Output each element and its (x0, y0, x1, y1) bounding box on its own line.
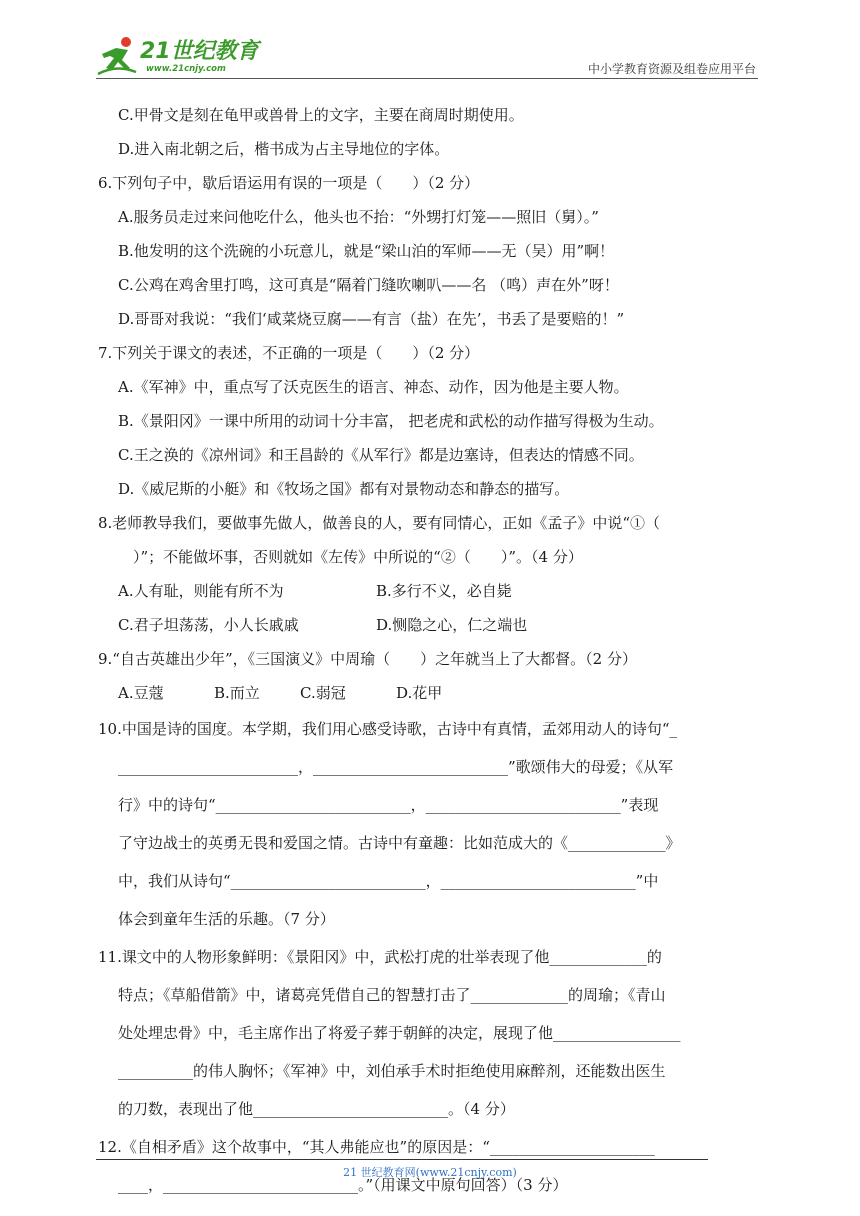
q5-option-d: D.进入南北朝之后，楷书成为占主导地位的字体。 (118, 140, 450, 158)
q7-stem: 7.下列关于课文的表述，不正确的一项是（ ）（2 分） (98, 344, 480, 362)
q6-option-d: D.哥哥对我说：“我们‘咸菜烧豆腐——有言（盐）在先’，书丢了是要赔的！” (118, 310, 625, 328)
q11-line: 处处埋忠骨》中，毛主席作出了将爱子葬于朝鲜的决定，展现了他_________________ (118, 1024, 681, 1042)
q10-line: 体会到童年生活的乐趣。（7 分） (118, 910, 335, 928)
q12-line: 12.《自相矛盾》这个故事中，“其人弗能应也”的原因是：“______________________ (98, 1138, 655, 1156)
platform-name: 中小学教育资源及组卷应用平台 (587, 62, 756, 76)
q11-line: 11.课文中的人物形象鲜明：《景阳冈》中，武松打虎的壮举表现了他_____________的 (98, 948, 662, 966)
q11-line: __________的伟人胸怀；《军神》中，刘伯承手术时拒绝使用麻醉剂，还能数出医生 (118, 1062, 666, 1080)
q5-option-c: C.甲骨文是刻在龟甲或兽骨上的文字，主要在商周时期使用。 (118, 106, 524, 124)
footer-divider (96, 1159, 708, 1160)
q8-option-c: C.君子坦荡荡，小人长戚戚 (118, 616, 299, 634)
q8-option-d: D.恻隐之心，仁之端也 (376, 616, 528, 634)
q11-line: 特点；《草船借箭》中，诸葛亮凭借自己的智慧打击了_____________的周瑜；《青山 (118, 986, 666, 1004)
q8-options-row1 (98, 574, 764, 608)
q7-option-a: A.《军神》中，重点写了沃克医生的语言、神态、动作，因为他是主要人物。 (118, 378, 629, 396)
q10-line: 了守边战士的英勇无畏和爱国之情。古诗中有童趣：比如范成大的《_____________》 (118, 834, 681, 852)
q9-stem: 9.“自古英雄出少年”，《三国演义》中周瑜（ ）之年就当上了大都督。（2 分） (98, 650, 637, 668)
q9-option-c: C.弱冠 (300, 684, 346, 702)
logo (96, 32, 266, 80)
q6-stem: 6.下列句子中，歇后语运用有误的一项是（ ）（2 分） (98, 174, 480, 192)
page-header (96, 28, 758, 80)
q7-option-d: D.《威尼斯的小艇》和《牧场之国》都有对景物动态和静态的描写。 (118, 480, 570, 498)
logo-url: www.21cnjy.com (146, 64, 226, 74)
q6-option-b: B.他发明的这个洗碗的小玩意儿，就是“梁山泊的军师——无（吴）用”啊！ (118, 242, 615, 260)
q8-stem: 8.老师教导我们，要做事先做人，做善良的人，要有同情心，正如《孟子》中说“①（ (98, 514, 660, 532)
q6-option-a: A.服务员走过来问他吃什么，他头也不抬：“外甥打灯笼——照旧（舅）。” (118, 208, 599, 226)
exam-content (98, 98, 764, 1204)
q8-options-row2 (98, 608, 764, 642)
q9-option-a: A.豆蔻 (118, 684, 164, 702)
q10-line: 中，我们从诗句“__________________________，__________________________”中 (118, 872, 659, 890)
q8-option-b: B.多行不义，必自毙 (376, 582, 512, 600)
q10-line: 10.中国是诗的国度。本学期，我们用心感受诗歌，古诗中有真情，孟郊用动人的诗句“_ (98, 720, 678, 738)
q6-option-c: C.公鸡在鸡舍里打鸣，这可真是“隔着门缝吹喇叭——名 （鸣）声在外”呀！ (118, 276, 619, 294)
q7-option-c: C.王之涣的《凉州词》和王昌龄的《从军行》都是边塞诗，但表达的情感不同。 (118, 446, 644, 464)
logo-text: 21世纪教育 (140, 39, 259, 64)
header-divider (96, 78, 758, 79)
q8-option-a: A.人有耻，则能有所不为 (118, 582, 284, 600)
q9-option-b: B.而立 (214, 684, 260, 702)
q8-stem-cont: ）”；不能做坏事，否则就如《左传》中所说的“②（ ）”。（4 分） (118, 548, 583, 566)
q12-line: ____，__________________________。”（用课文中原句回答）（3 分） (118, 1176, 568, 1194)
q11-line: 的刀数，表现出了他__________________________。（4 分） (118, 1100, 515, 1118)
footer-text: 21 世纪教育网(www.21cnjy.com) (343, 1166, 517, 1179)
q10-line: ________________________，__________________________”歌颂伟大的母爱；《从军 (118, 758, 674, 776)
q10-line: 行》中的诗句“__________________________，__________________________”表现 (118, 796, 659, 814)
q9-options (98, 676, 764, 710)
q9-option-d: D.花甲 (396, 684, 443, 702)
runner-logo-icon (96, 34, 140, 78)
q7-option-b: B.《景阳冈》一课中所用的动词十分丰富， 把老虎和武松的动作描写得极为生动。 (118, 412, 664, 430)
